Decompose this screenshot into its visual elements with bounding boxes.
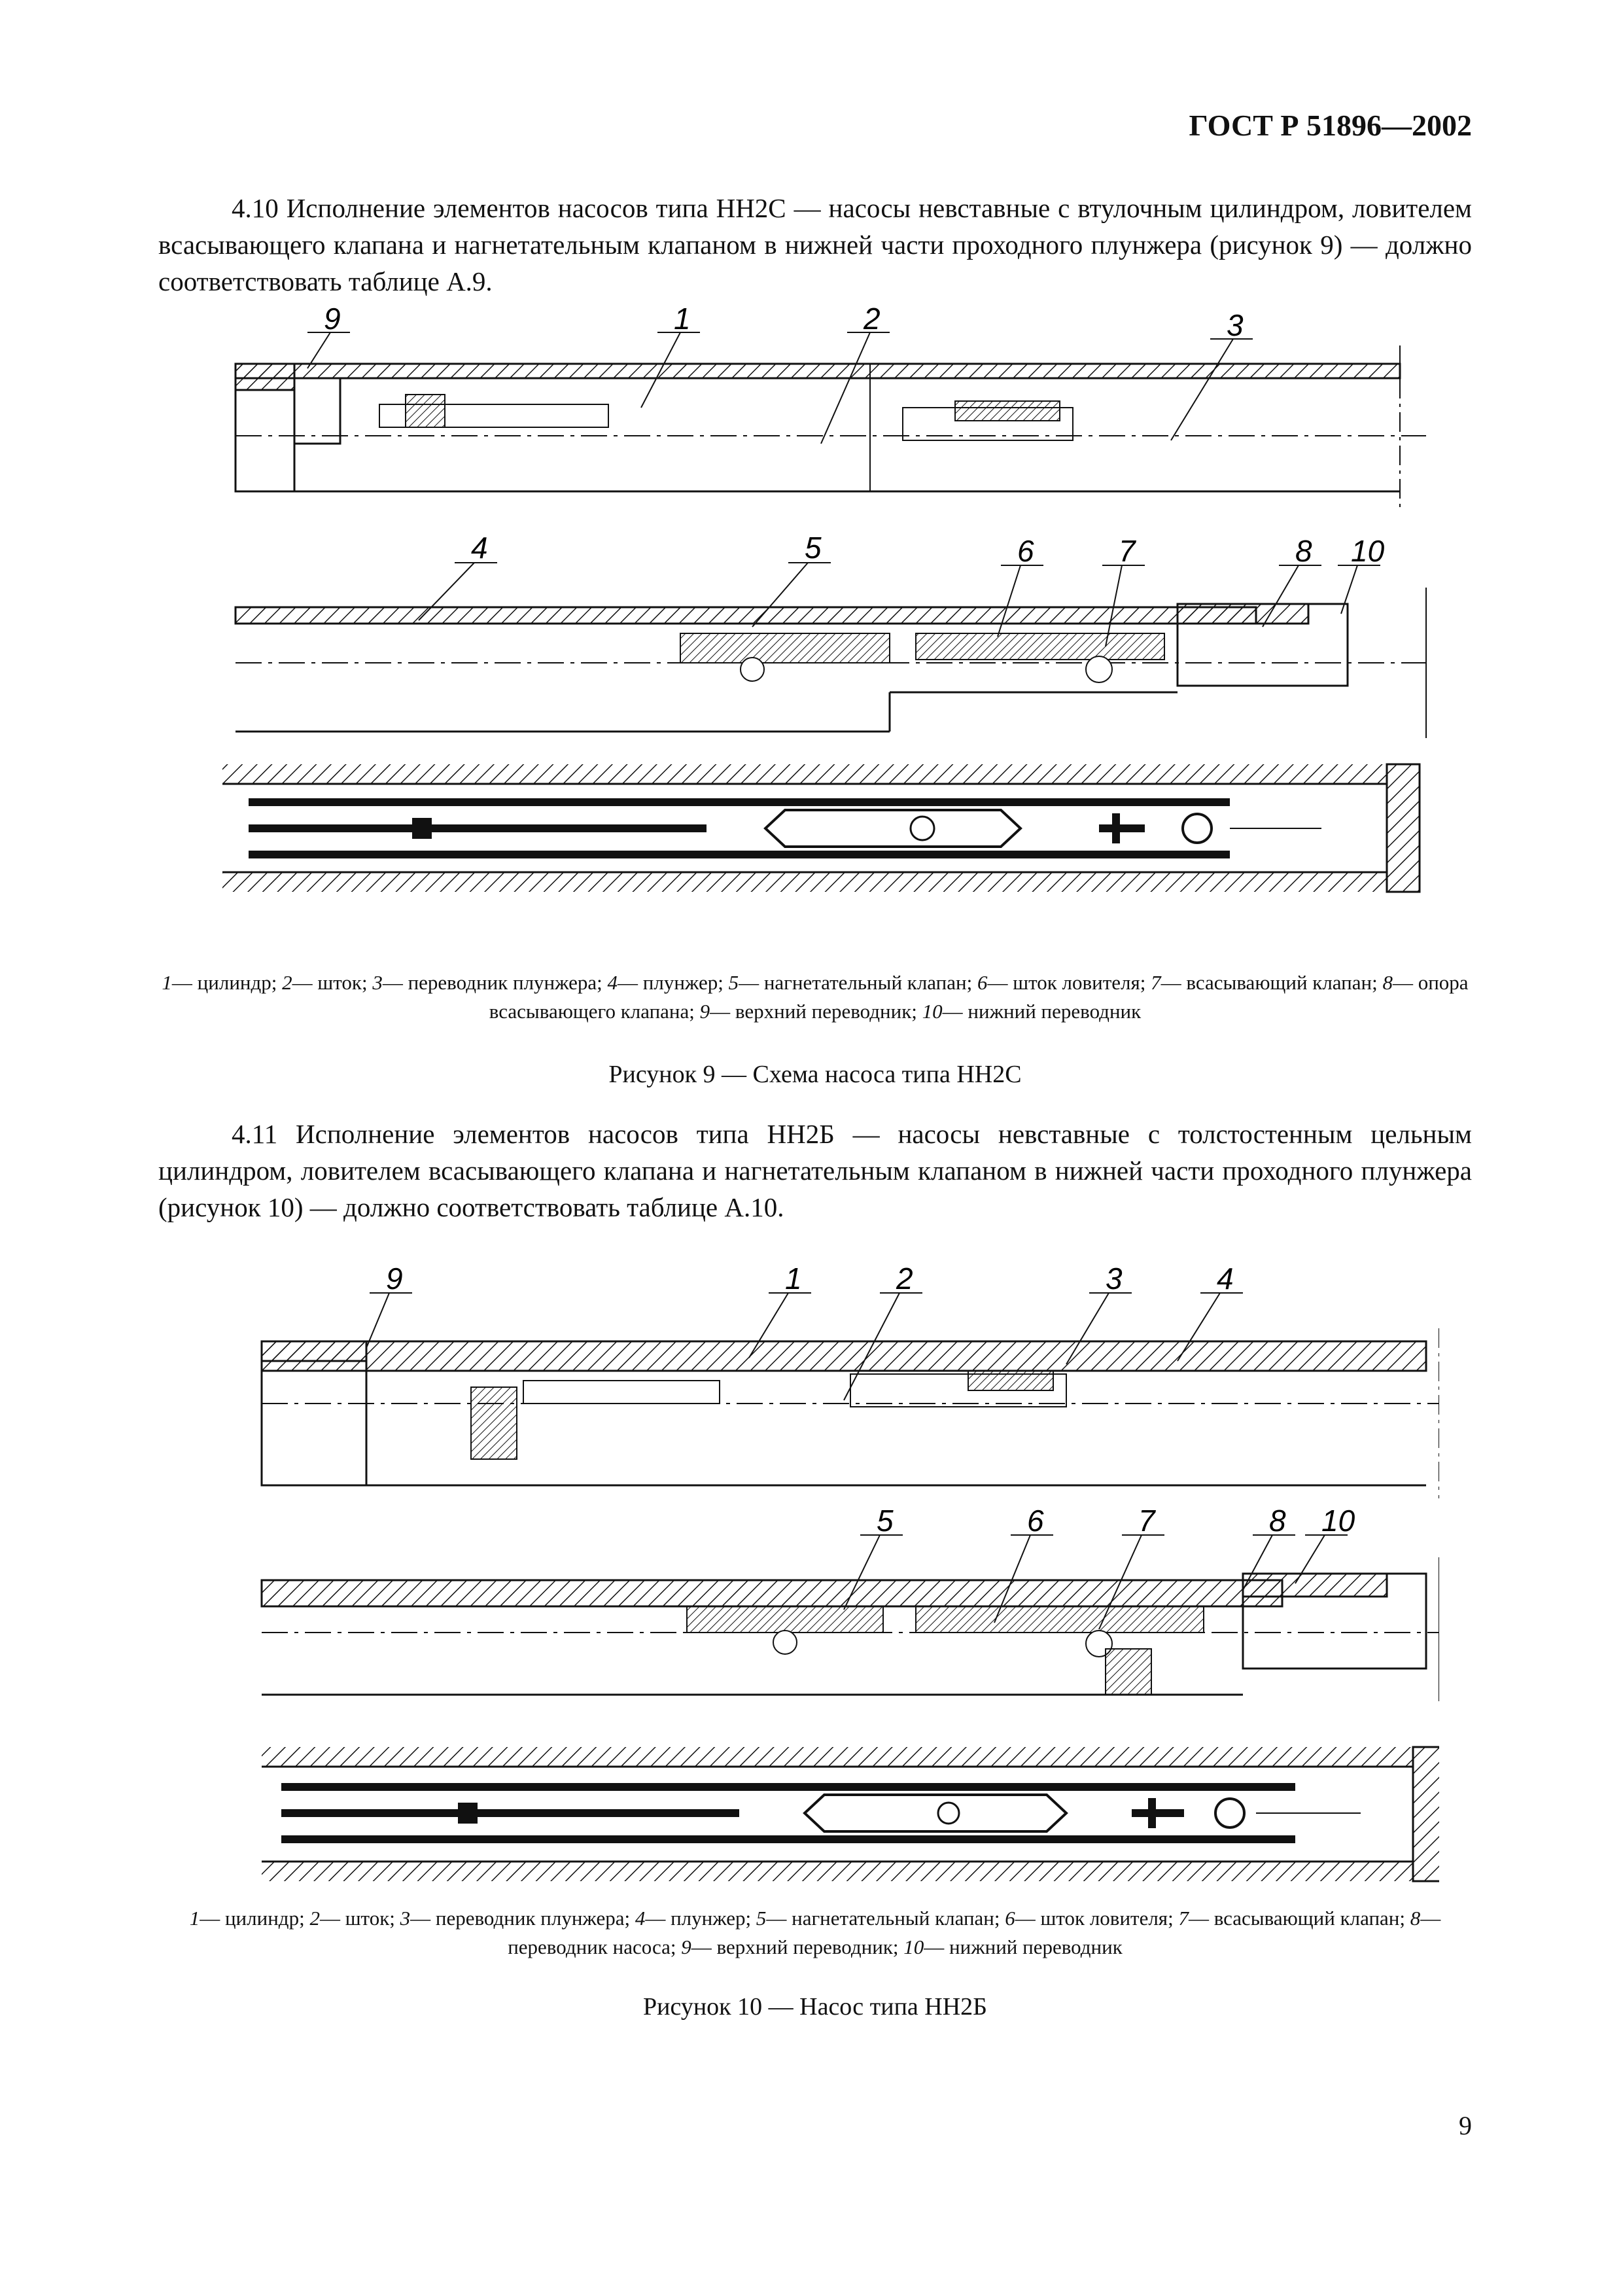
callout-label: 3 <box>1106 1262 1123 1296</box>
callout-labels-bottom <box>877 1504 1355 1538</box>
callout-label: 8 <box>1269 1504 1286 1538</box>
callout-label: 5 <box>805 531 822 565</box>
figure-10-caption: Рисунок 10 — Насос типа НН2Б <box>643 1993 987 2021</box>
pump-section-upper-2 <box>236 588 1426 738</box>
pump-section-lower-1 <box>262 1328 1439 1498</box>
figure-9-caption: Рисунок 9 — Схема насоса типа НН2С <box>608 1061 1022 1088</box>
pump-schematic-installed <box>262 1747 1439 1881</box>
section-4-10-text: 4.10 Исполнение элементов насосов типа НН2С — насосы невставные с втулочным цилиндром, ловителем всасывающего клапана и нагнетательным клапаном в нижней части проходного плунжера (рисунок 9) — должно соответствовать таблице А.9. <box>158 193 1472 296</box>
page-number: 9 <box>1459 2111 1472 2140</box>
callout-labels-bottom <box>471 531 1385 568</box>
callout-label: 3 <box>1227 308 1244 342</box>
callout-label: 10 <box>1321 1504 1355 1538</box>
callout-label: 6 <box>1027 1504 1044 1538</box>
callout-label: 6 <box>1017 534 1034 568</box>
callout-label: 1 <box>785 1262 802 1296</box>
callout-label: 4 <box>1217 1262 1234 1296</box>
figure-10-legend: 1— цилиндр; 2— шток; 3— переводник плунжера; 4— плунжер; 5— нагнетательный клапан; 6— шток ловителя; 7— всасывающий клапан; 8— переводник насоса; 9— верхний переводник; 10— нижний переводник <box>189 1907 1441 1958</box>
callout-label: 4 <box>471 531 488 565</box>
callout-label: 8 <box>1295 534 1312 568</box>
figure-9-legend: 1— цилиндр; 2— шток; 3— переводник плунжера; 4— плунжер; 5— нагнетательный клапан; 6— шток ловителя; 7— всасывающий клапан; 8— опора всасывающего клапана; 9— верхний переводник; 10— нижний переводник <box>162 971 1469 1023</box>
figure-10-drawing <box>196 1243 1439 1911</box>
document-header: ГОСТ Р 51896—2002 <box>1189 109 1472 142</box>
callout-labels-top <box>386 1262 1234 1296</box>
callout-label: 5 <box>877 1504 894 1538</box>
callout-label: 9 <box>386 1262 403 1296</box>
callout-label: 2 <box>896 1262 913 1296</box>
callout-label: 10 <box>1351 534 1385 568</box>
callout-label: 7 <box>1119 534 1136 568</box>
callout-labels-top <box>324 306 1244 342</box>
pump-section-lower-2 <box>262 1557 1439 1701</box>
pump-section-upper-1 <box>236 345 1426 509</box>
figure-9-drawing <box>196 306 1439 947</box>
callout-label: 9 <box>324 306 341 336</box>
callout-label: 7 <box>1138 1504 1155 1538</box>
callout-label: 1 <box>674 306 691 336</box>
section-4-11-text: 4.11 Исполнение элементов насосов типа НН2Б — насосы невставные с толстостенным цельным цилиндром, ловителем всасывающего клапана и нагнетательным клапаном в нижней части проходного плунжера (рисунок 10) — должно соответствовать таблице А.10. <box>158 1119 1472 1222</box>
callout-label: 2 <box>864 306 881 336</box>
pump-schematic-installed <box>222 764 1420 892</box>
